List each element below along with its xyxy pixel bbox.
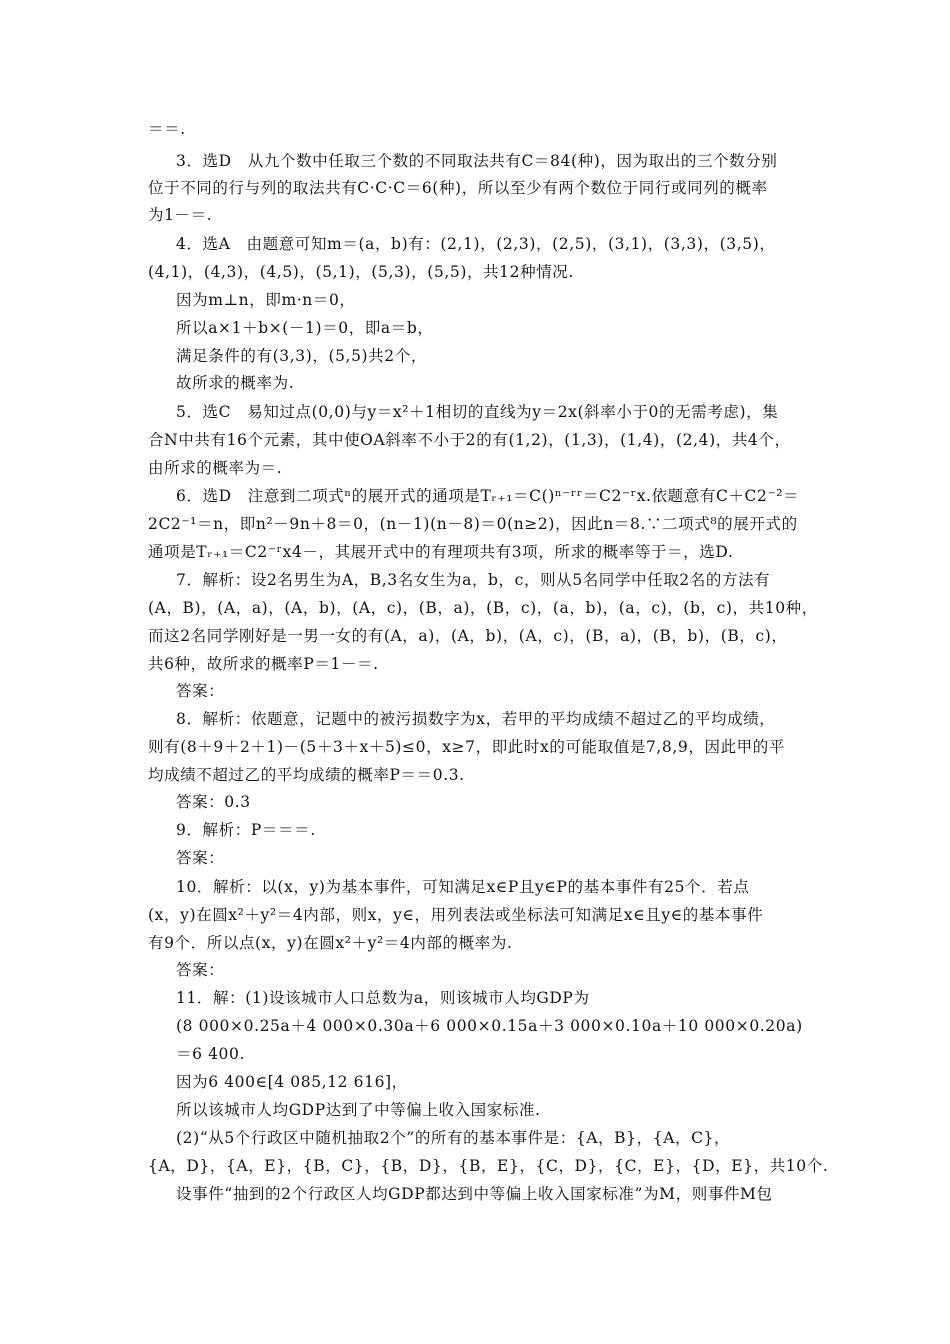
- text-line: 故所求的概率为.: [176, 374, 295, 392]
- text-line: 所以该城市人均GDP达到了中等偏上收入国家标准.: [176, 1101, 541, 1119]
- text-line: 通项是Tᵣ₊₁＝C2⁻ʳx4－，其展开式中的有理项共有3项，所求的概率等于＝，选D.: [148, 543, 734, 561]
- text-line: 共6种，故所求的概率P＝1－＝.: [148, 655, 379, 673]
- text-line: 答案：: [176, 961, 225, 979]
- text-line: 9．解析：P＝＝＝.: [176, 821, 316, 839]
- text-line: 合N中共有16个元素，其中使OA斜率不小于2的有(1,2)，(1,3)，(1,4)，(2,4)，共4个，: [148, 431, 791, 449]
- text-line: 均成绩不超过乙的平均成绩的概率P＝＝0.3.: [148, 766, 465, 784]
- text-line: 3．选D 从九个数中任取三个数的不同取法共有C＝84(种)，因为取出的三个数分别: [176, 152, 778, 170]
- text-line: 答案：: [176, 682, 225, 700]
- text-line: (4,1)，(4,3)，(4,5)，(5,1)，(5,3)，(5,5)，共12种情况.: [148, 263, 574, 281]
- text-line: 答案：: [176, 849, 225, 867]
- text-line: 8．解析：依题意，记题中的被污损数字为x，若甲的平均成绩不超过乙的平均成绩，: [176, 710, 776, 728]
- text-line: 2C2⁻¹＝n，即n²－9n＋8＝0，(n－1)(n－8)＝0(n≥2)，因此n＝8.∵二项式⁸的展开式的: [148, 515, 798, 533]
- text-line: 设事件“抽到的2个行政区人均GDP都达到中等偏上收入国家标准”为M，则事件M包: [176, 1185, 773, 1203]
- text-line: 答案：0.3: [176, 793, 251, 811]
- text-line: 4．选A 由题意可知m＝(a，b)有：(2,1)，(2,3)，(2,5)，(3,1)，(3,3)，(3,5)，: [176, 235, 776, 253]
- text-line: 11．解：(1)设该城市人口总数为a，则该城市人均GDP为: [176, 989, 590, 1007]
- text-line: 6．选D 注意到二项式ⁿ的展开式的通项是Tᵣ₊₁＝C()ⁿ⁻ʳʳ＝C2⁻ʳx.依题意有C＋C2⁻²＝: [176, 487, 800, 505]
- text-line: (A，B)，(A，a)，(A，b)，(A，c)，(B，a)，(B，c)，(a，b)，(a，c)，(b，c)，共10种，: [148, 599, 818, 617]
- text-line: 因为6 400∈[4 085,12 616]，: [176, 1073, 408, 1091]
- text-line: (2)“从5个行政区中随机抽取2个”的所有的基本事件是：{A，B}，{A，C}，: [176, 1129, 731, 1147]
- text-line: 而这2名同学刚好是一男一女的有(A，a)，(A，b)，(A，c)，(B，a)，(B，b)，(B，c)，: [148, 627, 788, 645]
- text-line: 由所求的概率为＝.: [148, 459, 283, 477]
- text-line: 则有(8＋9＋2＋1)－(5＋3＋x＋5)≤0，x≥7，即此时x的可能取值是7,8,9，因此甲的平: [148, 738, 785, 756]
- text-line: ＝6 400.: [176, 1045, 246, 1063]
- text-line: ＝＝.: [148, 120, 186, 138]
- text-line: 有9个．所以点(x，y)在圆x²＋y²＝4内部的概率为.: [148, 934, 513, 952]
- text-line: 所以a×1＋b×(－1)＝0，即a＝b，: [176, 319, 434, 337]
- text-line: 7．解析：设2名男生为A，B,3名女生为a，b，c，则从5名同学中任取2名的方法有: [176, 571, 771, 589]
- text-line: 满足条件的有(3,3)，(5,5)共2个，: [176, 347, 427, 365]
- text-line: (8 000×0.25a＋4 000×0.30a＋6 000×0.15a＋3 000×0.10a＋10 000×0.20a): [176, 1017, 803, 1035]
- text-line: 因为m⊥n，即m·n＝0，: [176, 291, 356, 309]
- text-line: (x，y)在圆x²＋y²＝4内部，则x，y∈，用列表法或坐标法可知满足x∈且y∈的基本事件: [148, 906, 764, 924]
- text-line: 5．选C 易知过点(0,0)与y＝x²＋1相切的直线为y＝2x(斜率小于0的无需考虑)，集: [176, 403, 779, 421]
- text-line: {A，D}，{A，E}，{B，C}，{B，D}，{B，E}，{C，D}，{C，E}，{D，E}，共10个.: [148, 1157, 829, 1175]
- text-line: 10．解析：以(x，y)为基本事件，可知满足x∈P且y∈P的基本事件有25个．若点: [176, 878, 750, 896]
- text-line: 为1－＝.: [148, 206, 213, 224]
- text-line: 位于不同的行与列的取法共有C·C·C＝6(种)，所以至少有两个数位于同行或同列的概率: [148, 179, 768, 197]
